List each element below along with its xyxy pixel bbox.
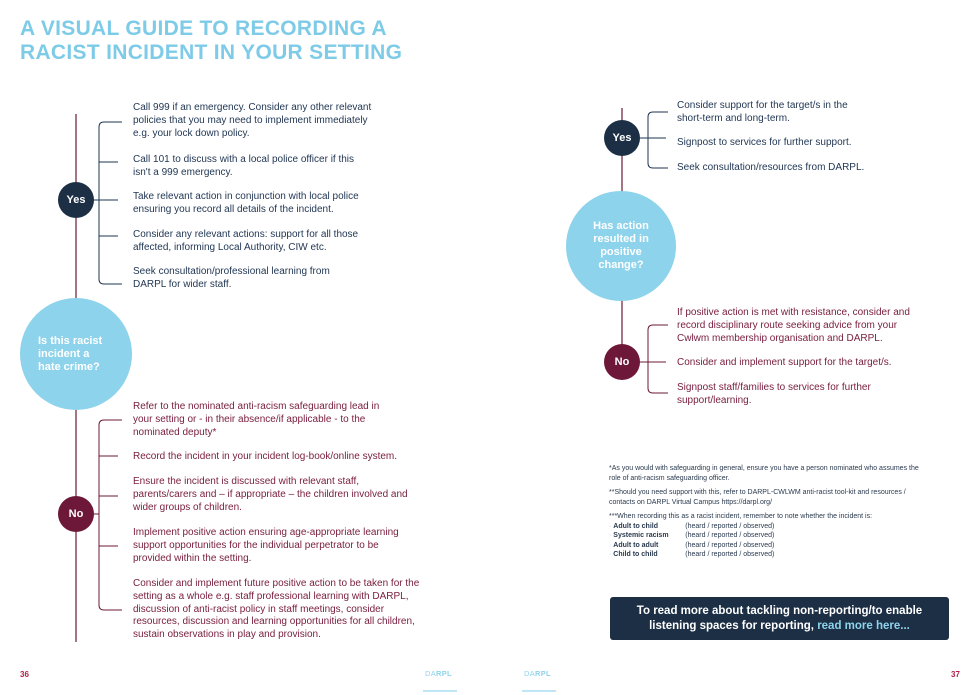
right-question-line: Has action — [593, 220, 649, 232]
darpl-logo-right — [524, 669, 551, 678]
category-name: Adult to child — [613, 522, 658, 530]
left-question-line: hate crime? — [38, 360, 100, 373]
left-no-badge — [58, 496, 94, 532]
right-question-circle — [566, 191, 676, 301]
left-yes-item: Consider any relevant actions: support for all those affected, informing Local Authority, CIW etc. — [133, 229, 359, 253]
logo-underline-left — [423, 690, 457, 692]
category-name: Adult to adult — [613, 541, 659, 549]
cta-text-line-1: To read more about tackling non-reporting/to enable — [636, 604, 923, 617]
category-detail: (heard / reported / observed) — [685, 541, 775, 549]
page-number-right: 37 — [951, 670, 960, 679]
category-detail: (heard / reported / observed) — [685, 532, 775, 539]
right-question-line: positive — [600, 246, 642, 258]
left-no-item: Implement positive action ensuring age-appropriate learning support opportunities for the individual perpetrator to be provided within the setting. — [133, 527, 399, 564]
category-row: · Adult to adult (heard / reported / observed) — [609, 541, 775, 549]
logo-prefix: DA — [524, 669, 536, 678]
left-question-line: incident a — [38, 347, 90, 360]
left-no-label: No — [68, 508, 84, 520]
left-yes-item: Call 999 if an emergency. Consider any other relevant policies that you may need to implement immediately e.g. your lock down policy. — [133, 102, 372, 139]
category-row: · Systemic racism (heard / reported / observed) — [609, 532, 775, 539]
left-yes-badge — [58, 182, 94, 218]
category-row: · Adult to child (heard / reported / observed) — [609, 522, 775, 530]
left-question-line: Is this racist — [38, 334, 103, 347]
left-no-item: Refer to the nominated anti-racism safeguarding lead in your setting or - in their absence/if applicable - to the nominated deputy* — [133, 401, 380, 438]
title-line-2: RACIST INCIDENT IN YOUR SETTING — [20, 41, 403, 64]
right-yes-label: Yes — [612, 132, 632, 144]
left-yes-label: Yes — [66, 194, 86, 206]
right-question-line: change? — [598, 259, 644, 271]
logo-underline-right — [522, 690, 556, 692]
logo-suffix: RPL — [535, 669, 551, 678]
left-no-item: Consider and implement future positive action to be taken for the setting as a whole e.g. staff professional learning with DARPL, discussion of anti-racist policy in staff meetings, consider resources, discussion and learning opportunities for all children, sustain observations in play and provision. — [133, 578, 420, 641]
right-yes-badge — [604, 120, 640, 156]
right-question-line: resulted in — [593, 233, 649, 245]
footnotes — [609, 464, 929, 560]
category-name: Child to child — [613, 551, 658, 558]
right-yes-item: Seek consultation/resources from DARPL. — [677, 162, 865, 173]
footnote-3: ***When recording this as a racist incident, remember to note whether the incident is: — [609, 513, 873, 520]
read-more-banner[interactable] — [610, 597, 949, 640]
left-yes-item: Call 101 to discuss with a local police officer if this isn't a 999 emergency. — [133, 154, 355, 178]
right-yes-item: Consider support for the target/s in the short-term and long-term. — [677, 100, 848, 124]
category-name: Systemic racism — [613, 532, 669, 539]
right-yes-bracket — [638, 112, 668, 168]
title-line-1: A VISUAL GUIDE TO RECORDING A — [20, 17, 387, 40]
left-no-item: Record the incident in your incident log-book/online system. — [133, 451, 398, 462]
left-question-circle — [20, 298, 132, 410]
logo-prefix: DA — [425, 669, 437, 678]
left-no-bracket — [92, 420, 122, 610]
category-row: · Child to child (heard / reported / observed) — [609, 551, 775, 558]
right-no-item: If positive action is met with resistance, consider and record disciplinary route seeking advice from your Cwlwm membership organisation and DARPL. — [677, 307, 910, 344]
category-detail: (heard / reported / observed) — [685, 551, 775, 558]
left-yes-bracket — [92, 122, 122, 284]
category-detail: (heard / reported / observed) — [685, 522, 775, 530]
right-no-bracket — [638, 325, 668, 393]
page-number-left: 36 — [20, 670, 29, 679]
footnote-1: *As you would with safeguarding in general, ensure you have a person nominated who assumes the role of anti-racism safeguarding officer. — [609, 465, 919, 482]
right-no-item: Signpost staff/families to services for further support/learning. — [677, 382, 871, 406]
footnote-2: **Should you need support with this, refer to DARPL-CWLWM anti-racist tool-kit and resources / contacts on DARPL Virtual Campus https://darpl.org/ — [609, 489, 906, 506]
cta-text-line-2: listening spaces for reporting, — [649, 619, 814, 632]
logo-suffix: RPL — [436, 669, 452, 678]
left-no-item: Ensure the incident is discussed with relevant staff, parents/carers and – if appropriate – the children involved and wider groups of children. — [133, 476, 408, 513]
right-no-badge — [604, 344, 640, 380]
right-yes-item: Signpost to services for further support. — [677, 137, 852, 148]
darpl-logo-left — [425, 669, 452, 678]
left-yes-item: Take relevant action in conjunction with local police ensuring you record all details of the incident. — [133, 191, 359, 215]
left-yes-item: Seek consultation/professional learning from DARPL for wider staff. — [133, 266, 330, 290]
right-no-label: No — [614, 356, 630, 368]
right-no-item: Consider and implement support for the target/s. — [677, 357, 892, 368]
read-more-link[interactable]: read more here... — [817, 619, 910, 632]
